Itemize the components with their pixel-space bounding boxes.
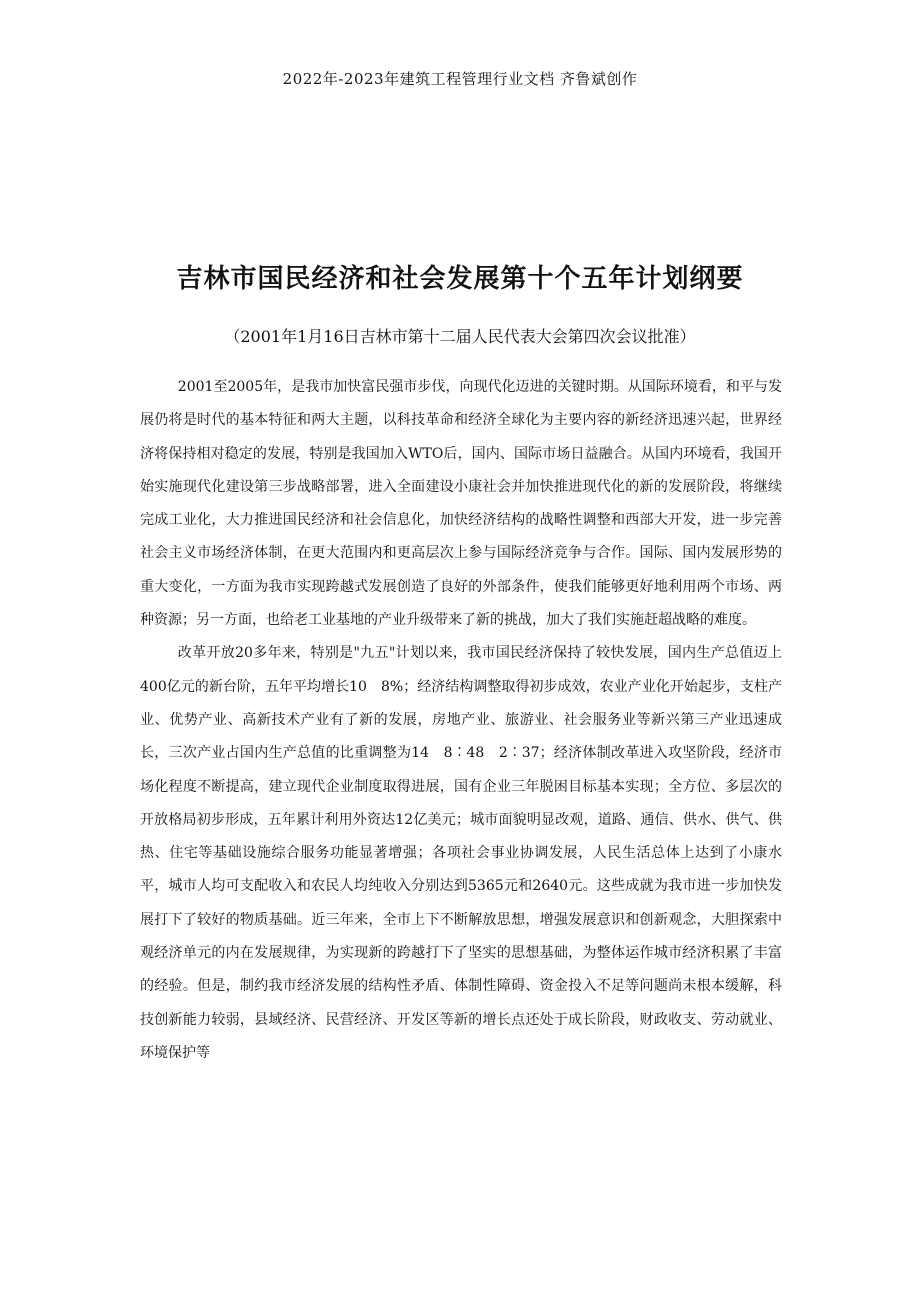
document-body bbox=[140, 371, 782, 1070]
document-subtitle: （2001年1月16日吉林市第十二届人民代表大会第四次会议批准） bbox=[224, 327, 696, 346]
page-header: 2022年-2023年建筑工程管理行业文档 齐鲁斌创作 bbox=[282, 70, 638, 88]
paragraph: 改革开放20多年来，特别是"九五"计划以来，我市国民经济保持了较快发展，国内生产总值迈上400亿元的新台阶，五年平均增长10 8%；经济结构调整取得初步成效，农业产业化开始起步，支柱产业、优势产业、高新技术产业有了新的发展，房地产业、旅游业、社会服务业等新兴第三产业迅速成长，三次产业占国内生产总值的比重调整为14 8∶48 2∶37；经济体制改革进入攻坚阶段，经济市场化程度不断提高，建立现代企业制度取得进展，国有企业三年脱困目标基本实现；全方位、多层次的开放格局初步形成，五年累计利用外资达12亿美元；城市面貌明显改观，道路、通信、供水、供气、供热、住宅等基础设施综合服务功能显著增强；各项社会事业协调发展，人民生活总体上达到了小康水平，城市人均可支配收入和农民人均纯收入分别达到5365元和2640元。这些成就为我市进一步加快发展打下了较好的物质基础。近三年来，全市上下不断解放思想，增强发展意识和创新观念，大胆探索中观经济单元的内在发展规律，为实现新的跨越打下了坚实的思想基础，为整体运作城市经济积累了丰富的经验。但是，制约我市经济发展的结构性矛盾、体制性障碍、资金投入不足等问题尚未根本缓解，科技创新能力较弱，县域经济、民营经济、开发区等新的增长点还处于成长阶段，财政收支、劳动就业、环境保护等 bbox=[140, 645, 782, 1061]
document-title: 吉林市国民经济和社会发展第十个五年计划纲要 bbox=[176, 264, 744, 294]
paragraph: 2001至2005年，是我市加快富民强市步伐，向现代化迈进的关键时期。从国际环境看，和平与发展仍将是时代的基本特征和两大主题，以科技革命和经济全球化为主要内容的新经济迅速兴起，世界经济将保持相对稳定的发展，特别是我国加入WTO后，国内、国际市场日益融合。从国内环境看，我国开始实施现代化建设第三步战略部署，进入全面建设小康社会并加快推进现代化的新的发展阶段，将继续完成工业化，大力推进国民经济和社会信息化，加快经济结构的战略性调整和西部大开发，进一步完善社会主义市场经济体制，在更大范围内和更高层次上参与国际经济竞争与合作。国际、国内发展形势的重大变化，一方面为我市实现跨越式发展创造了良好的外部条件，使我们能够更好地利用两个市场、两种资源；另一方面，也给老工业基地的产业升级带来了新的挑战，加大了我们实施赶超战略的难度。 bbox=[140, 379, 782, 629]
